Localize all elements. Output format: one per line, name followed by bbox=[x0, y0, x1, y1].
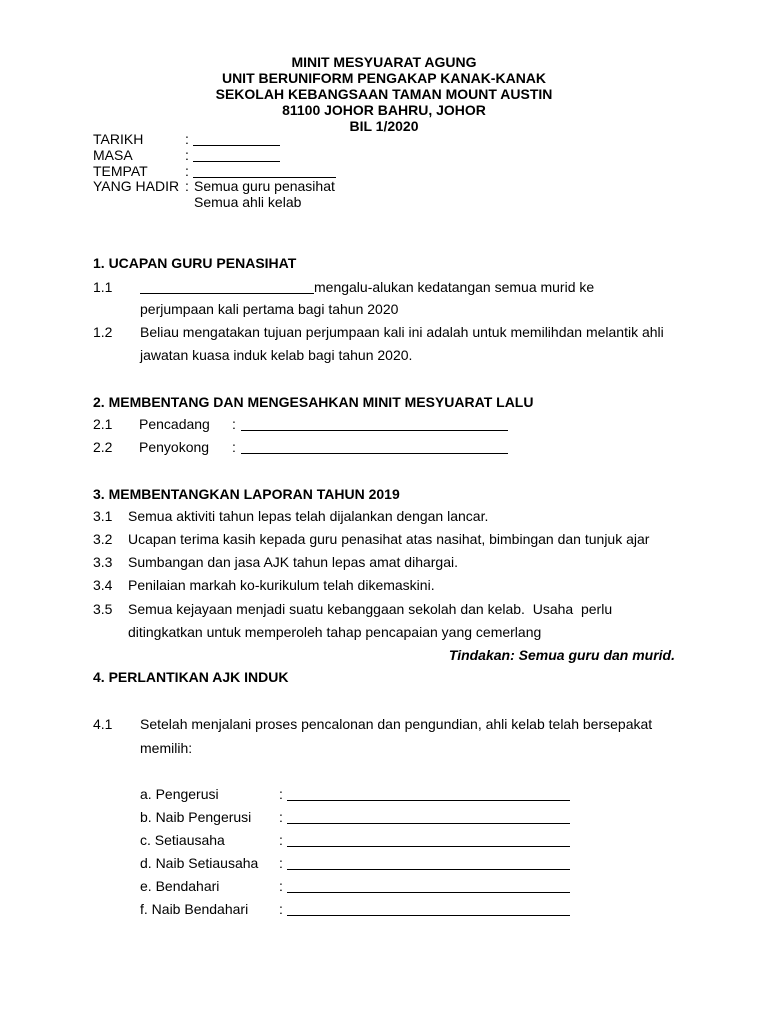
item-3-4-num: 3.4 bbox=[93, 577, 113, 593]
item-2-2-label: Penyokong bbox=[139, 439, 210, 455]
role-naib-bendahari-colon: : bbox=[279, 901, 283, 917]
hadir-line-1: Semua guru penasihat bbox=[194, 178, 335, 194]
item-2-2-blank bbox=[241, 453, 508, 454]
tempat-label: TEMPAT bbox=[93, 163, 148, 179]
header-bil: BIL 1/2020 bbox=[349, 118, 419, 134]
role-naib-bendahari-label: f. Naib Bendahari bbox=[140, 901, 249, 917]
role-naib-pengerusi-label: b. Naib Pengerusi bbox=[140, 809, 252, 825]
role-bendahari-blank bbox=[287, 892, 570, 893]
tarikh-label: TARIKH bbox=[93, 131, 144, 147]
role-naib-setiausaha-colon: : bbox=[279, 855, 283, 871]
role-pengerusi-blank bbox=[287, 800, 570, 801]
role-bendahari-colon: : bbox=[279, 878, 283, 894]
tarikh-colon: : bbox=[185, 131, 189, 147]
item-3-3-text: Sumbangan dan jasa AJK tahun lepas amat dihargai. bbox=[128, 554, 459, 570]
item-2-1-label: Pencadang bbox=[139, 416, 210, 432]
masa-colon: : bbox=[185, 147, 189, 163]
section-4-title: 4. PERLANTIKAN AJK INDUK bbox=[93, 669, 289, 685]
masa-label: MASA bbox=[93, 147, 133, 163]
item-4-1-text: Setelah menjalani proses pencalonan dan pengundian, ahli kelab telah bersepakat bbox=[140, 716, 653, 732]
item-1-2-text: Beliau mengatakan tujuan perjumpaan kali ini adalah untuk memilihdan melantik ahli bbox=[140, 324, 664, 340]
role-naib-pengerusi-colon: : bbox=[279, 809, 283, 825]
item-1-1-text: mengalu-alukan kedatangan semua murid ke bbox=[314, 279, 595, 295]
tarikh-blank bbox=[193, 145, 280, 146]
item-2-2-colon: : bbox=[232, 439, 236, 455]
item-3-1-text: Semua aktiviti tahun lepas telah dijalankan dengan lancar. bbox=[128, 508, 489, 524]
role-setiausaha-blank bbox=[287, 846, 570, 847]
hadir-line-2: Semua ahli kelab bbox=[194, 194, 302, 210]
tempat-colon: : bbox=[185, 163, 189, 179]
item-2-1-num: 2.1 bbox=[93, 416, 113, 432]
role-setiausaha-label: c. Setiausaha bbox=[140, 832, 225, 848]
item-1-2-num: 1.2 bbox=[93, 324, 113, 340]
item-4-1-text-cont: memilih: bbox=[140, 740, 193, 756]
section-3-title: 3. MEMBENTANGKAN LAPORAN TAHUN 2019 bbox=[93, 486, 400, 502]
role-bendahari-label: e. Bendahari bbox=[140, 878, 220, 894]
header-address: 81100 JOHOR BAHRU, JOHOR bbox=[282, 102, 486, 118]
action-note: Tindakan: Semua guru dan murid. bbox=[448, 647, 675, 663]
masa-blank bbox=[193, 161, 280, 162]
role-naib-setiausaha-blank bbox=[287, 869, 570, 870]
header-unit: UNIT BERUNIFORM PENGAKAP KANAK-KANAK bbox=[221, 70, 547, 86]
item-3-5-text: Semua kejayaan menjadi suatu kebanggaan sekolah dan kelab. Usaha perlu bbox=[128, 601, 613, 617]
role-naib-bendahari-blank bbox=[287, 915, 570, 916]
hadir-colon: : bbox=[185, 178, 189, 194]
item-1-1-blank bbox=[140, 293, 314, 294]
header-title: MINIT MESYUARAT AGUNG bbox=[291, 54, 477, 70]
item-3-2-num: 3.2 bbox=[93, 531, 113, 547]
item-3-2-text: Ucapan terima kasih kepada guru penasihat atas nasihat, bimbingan dan tunjuk ajar bbox=[128, 531, 650, 547]
role-setiausaha-colon: : bbox=[279, 832, 283, 848]
header-school: SEKOLAH KEBANGSAAN TAMAN MOUNT AUSTIN bbox=[215, 86, 553, 102]
section-2-title: 2. MEMBENTANG DAN MENGESAHKAN MINIT MESYUARAT LALU bbox=[93, 394, 534, 410]
item-2-1-blank bbox=[241, 430, 508, 431]
role-naib-pengerusi-blank bbox=[287, 823, 570, 824]
item-1-1-text-cont: perjumpaan kali pertama bagi tahun 2020 bbox=[140, 301, 399, 317]
role-naib-setiausaha-label: d. Naib Setiausaha bbox=[140, 855, 259, 871]
section-1-title: 1. UCAPAN GURU PENASIHAT bbox=[93, 255, 297, 271]
item-4-1-num: 4.1 bbox=[93, 716, 113, 732]
item-3-4-text: Penilaian markah ko-kurikulum telah dikemaskini. bbox=[128, 577, 435, 593]
item-3-1-num: 3.1 bbox=[93, 508, 113, 524]
role-pengerusi-colon: : bbox=[279, 786, 283, 802]
hadir-label: YANG HADIR bbox=[93, 178, 180, 194]
item-2-2-num: 2.2 bbox=[93, 439, 113, 455]
item-1-1-num: 1.1 bbox=[93, 279, 113, 295]
item-3-5-num: 3.5 bbox=[93, 601, 113, 617]
item-3-3-num: 3.3 bbox=[93, 554, 113, 570]
item-3-5-text-cont: ditingkatkan untuk memperoleh tahap pencapaian yang cemerlang bbox=[128, 624, 542, 640]
item-2-1-colon: : bbox=[232, 416, 236, 432]
role-pengerusi-label: a. Pengerusi bbox=[140, 786, 219, 802]
item-1-2-text-cont: jawatan kuasa induk kelab bagi tahun 2020. bbox=[140, 347, 413, 363]
